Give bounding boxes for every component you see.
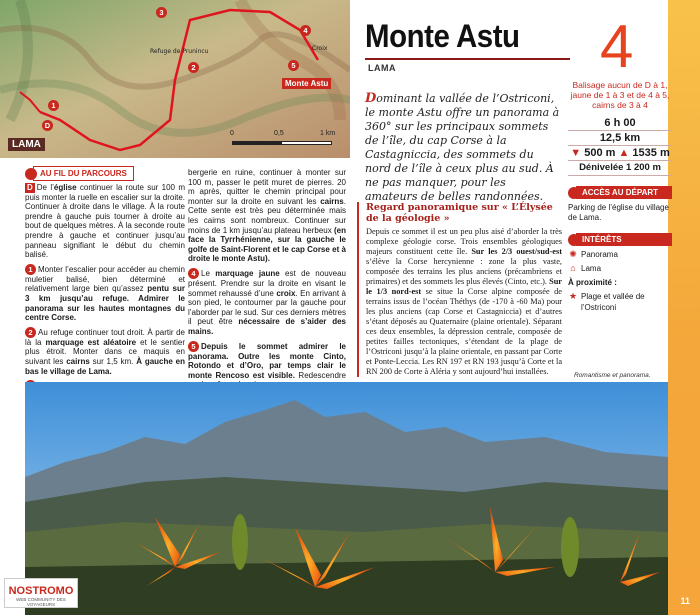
logo-name: NOSTROMO xyxy=(8,585,74,597)
landscape-photo xyxy=(25,382,668,615)
map-step-3: 3 xyxy=(156,7,167,18)
scale-bar xyxy=(232,141,332,145)
map-refuge-label: Refuge de Prunincu xyxy=(150,48,209,55)
step-4: 4 Le marquage jaune est de nouveau présent. Prendre sur la droite en visant le sommet rehaussé d’une croix. En arrivant à son pied, le contourner par la gauche pour l’aborder par le sud. Sur ces derniers mètres il peut être nécessaire de s’aider des mains. xyxy=(188,268,346,336)
map-step-2: 2 xyxy=(188,62,199,73)
scale-end: 1 km xyxy=(320,130,336,137)
route-heading xyxy=(25,166,134,181)
landscape-graphic xyxy=(25,382,668,615)
access-text: Parking de l’église du village de Lama. xyxy=(568,203,669,222)
village-icon: ⌂ xyxy=(570,263,576,273)
route-number: 4 xyxy=(600,13,634,80)
geology-box xyxy=(357,202,562,377)
title-rule xyxy=(365,58,570,60)
bullet-icon xyxy=(568,187,580,199)
arrow-down-icon: ▼ xyxy=(570,147,582,159)
nearby-label: À proximité : xyxy=(568,278,617,287)
descent-value: 500 m xyxy=(584,147,616,159)
route-column-1 xyxy=(25,183,185,395)
info-sidebar xyxy=(568,80,672,313)
intro-paragraph xyxy=(365,92,561,204)
map-summit-label: Monte Astu xyxy=(282,78,331,89)
scale-zero: 0 xyxy=(230,130,234,137)
interest-item: ✺ Panorama xyxy=(569,249,618,259)
elevation-gain-stat: Dénivelée 1 200 m xyxy=(568,161,672,176)
route-column-2: bergerie en ruine, continuer à monter sur 100 m, passer le petit muret de pierres. 20 m après, quitter le chemin principal pour monter sur la droite en suivant les cairns. Cette sente est très peu déterminée mais les cairns sont nombreux. Continuer sur moins de 1 km jusqu’au plateau herbeux (en face la Tyrrhénienne, sur la gauche le golfe de Saint-Florent et le cap Corse et à droite le monte Astu). 4 Le marquage jaune est de nouveau présent. Prendre sur la droite en visant le sommet rehaussé d’une croix. En arrivant à son pied, le contourner par la gauche pour l’aborder par le sud. Sur ces derniers mètres il peut être nécessaire de s’aider des mains. 5 Depuis le sommet admirer le panorama. Outre les monte Cinto, Rotondo et d’Oro, par temps clair le monte Rencoso est visible. Redescendre xyxy=(188,168,346,394)
distance-stat: 12,5 km xyxy=(568,131,672,146)
step-d: D De l’église continuer la route sur 100 m puis monter la ruelle en escalier sur la droite. Continuer à droite dans le village. À la route prendre à gauche puis tourner à droite au bout de quelques mètres. À la seconde route prendre à gauche et continuer jusqu’au panneau signifiant le début du chemin balisé. xyxy=(25,183,185,260)
ascent-value: 1535 m xyxy=(632,147,670,159)
orange-strip xyxy=(668,0,700,615)
scale-mid: 0,5 xyxy=(274,130,284,137)
map-scale xyxy=(228,130,338,150)
geology-heading: Regard panoramique sur « L’Élysée de la géologie » xyxy=(366,202,553,224)
map-step-1: 1 xyxy=(48,100,59,111)
route-map[interactable] xyxy=(0,0,350,158)
intro-text: ominant la vallée de l’Ostriconi, le monte Astu offre un panorama à 360° sur les principaux sommets de l’île, du cap Corse à la Castagniccia, des sommets du nord de l’île à ceux plus au sud. À ne pas manquer, pour les amateurs de belles randonnées. xyxy=(365,92,560,203)
panorama-icon: ✺ xyxy=(569,249,577,259)
route-heading-label: AU FIL DU PARCOURS xyxy=(33,166,134,181)
logo-tagline: WEB COMMUNITY DES VOYAGEURS xyxy=(16,597,66,607)
step-1: 1 Monter l’escalier pour accéder au chemin muletier balisé, bien déterminé et relativement large bien qu’assez pentu sur 3 km jusqu’au refuge. Admirer le panorama sur les hautes montagnes du centre Corse. xyxy=(25,264,185,323)
interests-heading xyxy=(568,233,672,246)
interest-item: ⌂ Lama xyxy=(568,263,672,274)
duration-stat: 6 h 00 xyxy=(568,116,672,131)
access-heading-label: ACCÈS AU DÉPART xyxy=(576,186,672,199)
access-heading xyxy=(568,186,672,199)
altitude-stat xyxy=(568,146,672,161)
step-2: 2 Au refuge continuer tout droit. À partir de là la marquage est aléatoire et le sentier plus étroit. Monter dans ce maquis en suivant les cairns sur 1,5 km. À gauche en bas le village de Lama. xyxy=(25,327,185,376)
interests-heading-label: INTÉRÊTS xyxy=(576,233,672,246)
nearby-item: ★ Plage et vallée de l’Ostriconi xyxy=(568,291,645,312)
arrow-up-icon: ▲ xyxy=(618,147,630,159)
page-subtitle: LAMA xyxy=(368,63,396,73)
bullet-icon xyxy=(568,234,580,246)
step-5: 5 Depuis le sommet admirer le panorama. Outre les monte Cinto, Rotondo et d’Oro, par temps clair le monte Rencoso est visible. Redescendre xyxy=(188,341,347,380)
map-step-5: 5 xyxy=(288,60,299,71)
balisage-info: Balisage aucun de D à 1, jaune de 1 à 3 et de 4 à 5, cairns de 3 à 4 xyxy=(570,80,670,110)
bullet-icon xyxy=(25,168,37,180)
intro-dropcap: D xyxy=(365,91,377,106)
map-start-marker: D xyxy=(42,120,53,131)
page-title: Monte Astu xyxy=(365,18,520,54)
geology-text: Depuis ce sommet il est un peu plus aisé d’aborder la très complexe géologie corse. Trois ensembles géologiques majeurs constituent cette île. Sur les 2/3 ouest/sud-est s’élève la Corse hercynienne : zone la plus vaste, composée des terrains les plus anciens (précambriens et primaires) et des sommets les plus élevés (Cinto, etc.). Sur le 1/3 nord-est se situe la Corse alpine composée de terrains issus de l’océan Théthys (de -170 à -60 Ma) pour les plus anciens (cap Corse et Castagniccia) et d’autres s’étant déposés au Quaternaire (plaine orientale). Séparant ces deux ensembles, la dépression centrale, composée de petites failles tectoniques, s’étendant de la plage de l’Ostriconi jusqu’à la plaine orientale, en passant par Corte et Ponte-Leccia. Les RN 197 et RN 193 jusqu’à Corte et la RN 200 de Corte à Aléria y sont aujourd’hui installées. xyxy=(366,227,562,376)
map-step-4: 4 xyxy=(300,25,311,36)
map-cross-label: Croix xyxy=(312,45,328,52)
watermark-logo xyxy=(4,578,78,608)
star-icon: ★ xyxy=(568,291,578,301)
map-lama-label: LAMA xyxy=(8,138,45,151)
photo-caption: Romantisme et panorama. xyxy=(574,372,651,379)
page-number: 11 xyxy=(680,596,690,606)
